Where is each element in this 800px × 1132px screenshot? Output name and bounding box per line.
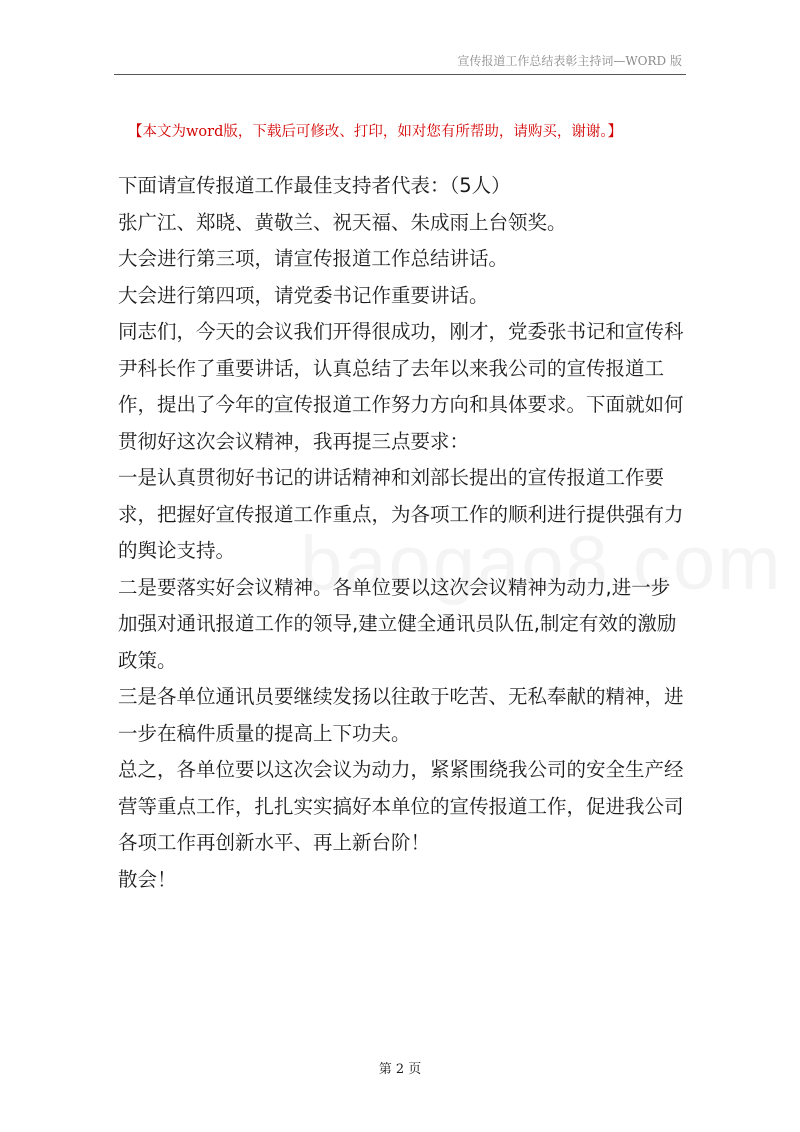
header-divider — [114, 74, 686, 75]
page-number: 第 2 页 — [378, 1062, 422, 1077]
paragraph: 一是认真贯彻好书记的讲话精神和刘部长提出的宣传报道工作要求，把握好宣传报道工作重点，为各项工作的顺利进行提供强有力的舆论支持。 — [118, 466, 684, 562]
paragraph: 大会进行第四项，请党委书记作重要讲话。 — [118, 283, 489, 307]
paragraph: 同志们，今天的会议我们开得很成功，刚才，党委张书记和宣传科尹科长作了重要讲话，认真总结了去年以来我公司的宣传报道工作，提出了今年的宣传报道工作努力方向和具体要求。下面就如何贯彻好这次会议精神，我再提三点要求： — [118, 320, 684, 453]
document-header-title: 宣传报道工作总结表彰主持词—WORD 版 — [457, 54, 682, 68]
paragraph: 三是各单位通讯员要继续发扬以往敢于吃苦、无私奉献的精神，进一步在稿件质量的提高上下功夫。 — [118, 685, 684, 745]
paragraph: 大会进行第三项，请宣传报道工作总结讲话。 — [118, 247, 509, 270]
download-notice: 【本文为word版，下载后可修改、打印，如对您有所帮助，请购买，谢谢。】 — [128, 124, 623, 140]
paragraph: 张广江、郑晓、黄敬兰、祝天福、朱成雨上台领奖。 — [118, 210, 567, 234]
paragraph: 总之，各单位要以这次会议为动力，紧紧围绕我公司的安全生产经营等重点工作，扎扎实实搞好本单位的宣传报道工作，促进我公司各项工作再创新水平、再上新台阶！ — [118, 758, 684, 854]
document-body — [118, 168, 686, 898]
paragraph: 下面请宣传报道工作最佳支持者代表：（5人） — [118, 174, 511, 197]
paragraph: 散会！ — [118, 867, 177, 891]
paragraph: 二是要落实好会议精神。各单位要以这次会议精神为动力,进一步加强对通讯报道工作的领导,建立健全通讯员队伍,制定有效的激励政策。 — [118, 575, 677, 672]
